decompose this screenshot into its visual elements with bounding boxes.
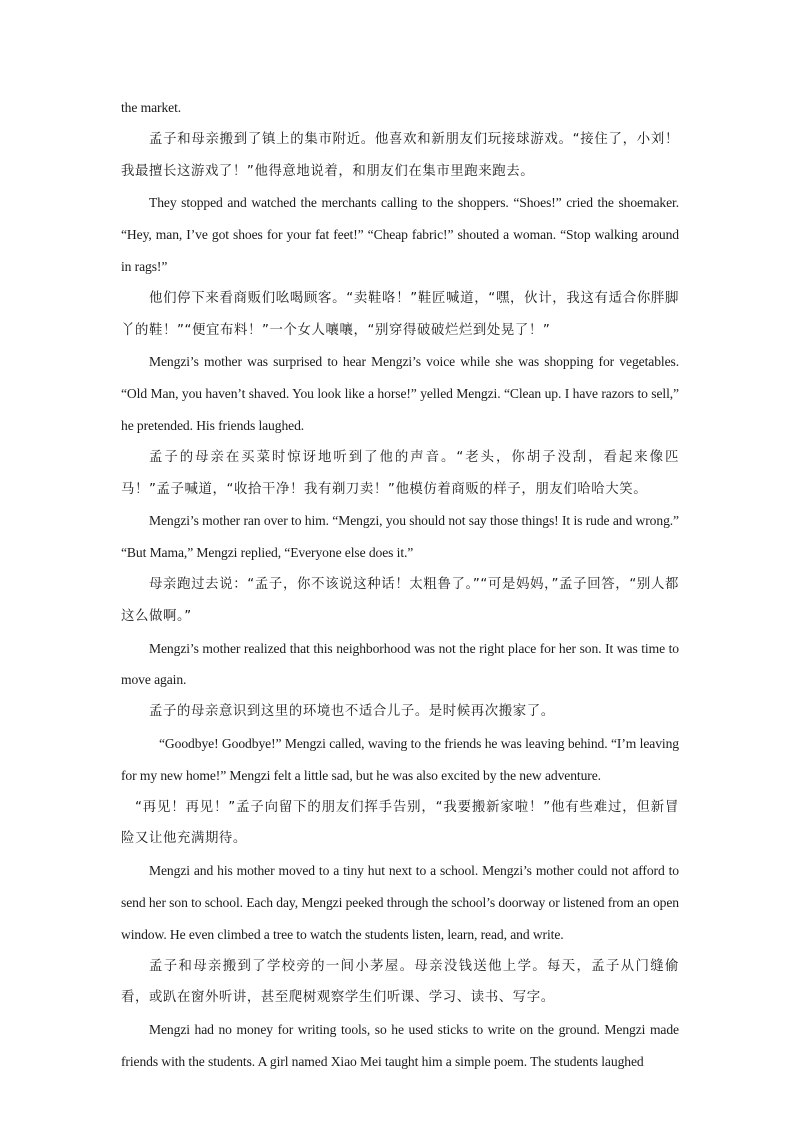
paragraph: 母亲跑过去说：“孟子，你不该说这种话！太粗鲁了。”“可是妈妈，”孟子回答，“别人都这么做啊。” (121, 576, 679, 624)
paragraph: “Goodbye! Goodbye!” Mengzi called, waving to the friends he was leaving behind. “I’m leaving for my new home!” Mengzi felt a little sad, but he was also excited by the new adventure. (121, 735, 679, 783)
paragraph: Mengzi’s mother was surprised to hear Mengzi’s voice while she was shopping for vegetables. “Old Man, you haven’t shaved. You look like a horse!” yelled Mengzi. “Clean up. I have razors to sell,” he pretended. His friends laughed. (121, 354, 679, 433)
paragraph: “再见！再见！”孟子向留下的朋友们挥手告别，“我要搬新家啦！”他有些难过，但新冒险又让他充满期待。 (121, 799, 679, 847)
document-body (121, 92, 679, 1078)
paragraph: 他们停下来看商贩们吆喝顾客。“卖鞋咯！”鞋匠喊道，“嘿，伙计，我这有适合你胖脚丫的鞋！”“便宜布料！”一个女人嚷嚷，“别穿得破破烂烂到处晃了！” (121, 290, 679, 338)
paragraph: 孟子的母亲在买菜时惊讶地听到了他的声音。“老头，你胡子没刮，看起来像匹马！”孟子喊道，“收拾干净！我有剃刀卖！”他模仿着商贩的样子，朋友们哈哈大笑。 (121, 449, 679, 497)
paragraph: the market. (121, 100, 182, 115)
paragraph: Mengzi’s mother ran over to him. “Mengzi, you should not say those things! It is rude and wrong.” “But Mama,” Mengzi replied, “Everyone else does it.” (121, 513, 679, 561)
paragraph: 孟子和母亲搬到了镇上的集市附近。他喜欢和新朋友们玩接球游戏。“接住了，小刘！我最擅长这游戏了！”他得意地说着，和朋友们在集市里跑来跑去。 (121, 131, 679, 179)
paragraph: They stopped and watched the merchants calling to the shoppers. “Shoes!” cried the shoemaker. “Hey, man, I’ve got shoes for your fat feet!” “Cheap fabric!” shouted a woman. “Stop walking around in rags!” (121, 195, 679, 274)
paragraph: Mengzi’s mother realized that this neighborhood was not the right place for her son. It was time to move again. (121, 640, 679, 688)
paragraph: Mengzi and his mother moved to a tiny hut next to a school. Mengzi’s mother could not afford to send her son to school. Each day, Mengzi peeked through the school’s doorway or listened from an open window. He even climbed a tree to watch the students listen, learn, read, and write. (121, 863, 679, 942)
paragraph: 孟子和母亲搬到了学校旁的一间小茅屋。母亲没钱送他上学。每天，孟子从门缝偷看，或趴在窗外听讲，甚至爬树观察学生们听课、学习、读书、写字。 (121, 958, 679, 1006)
paragraph: 孟子的母亲意识到这里的环境也不适合儿子。是时候再次搬家了。 (149, 704, 555, 720)
paragraph: Mengzi had no money for writing tools, so he used sticks to write on the ground. Mengzi made friends with the students. A girl named Xiao Mei taught him a simple poem. The students laughed (121, 1022, 679, 1069)
